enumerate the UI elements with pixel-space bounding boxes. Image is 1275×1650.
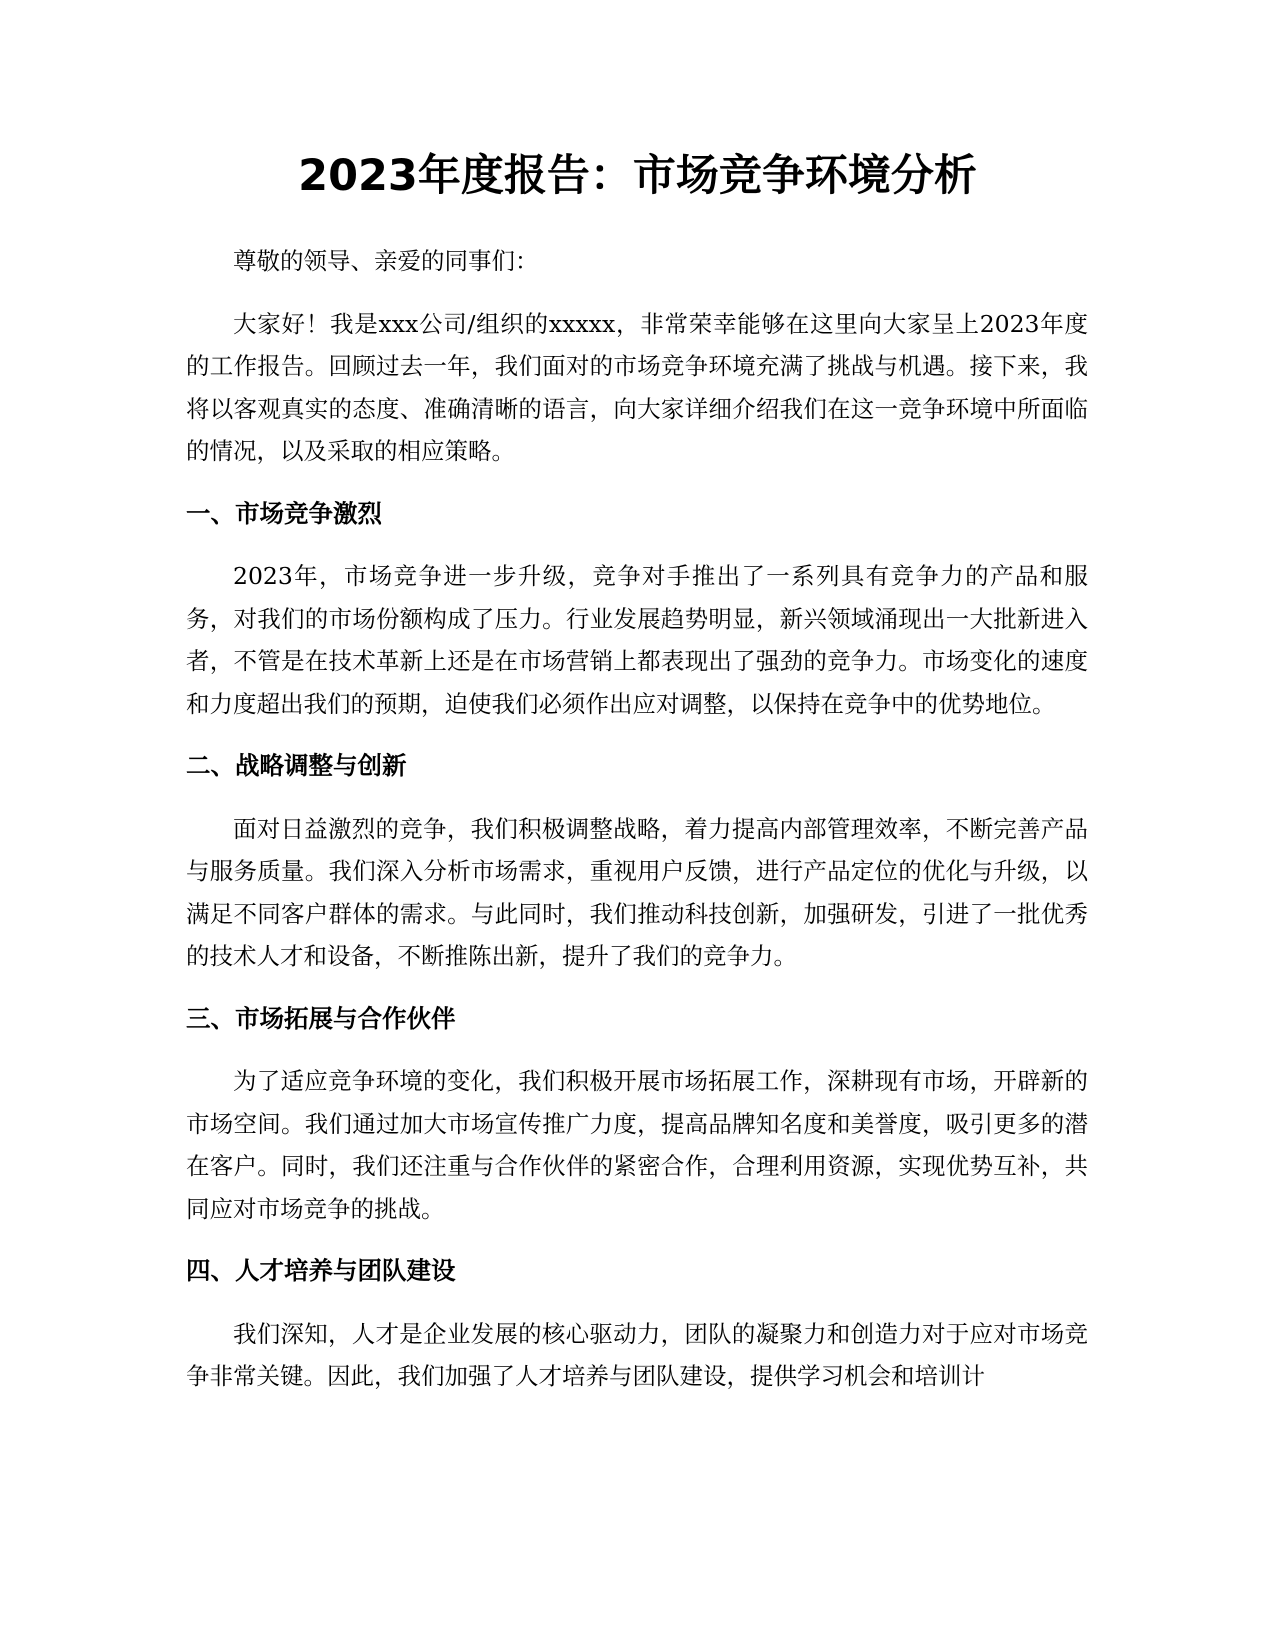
section-heading-talent-team: 四、人才培养与团队建设 <box>186 1256 456 1285</box>
section-heading-strategy-innovation: 二、战略调整与创新 <box>186 751 407 780</box>
intro-paragraph: 大家好！我是xxx公司/组织的xxxxx，非常荣幸能够在这里向大家呈上2023年度的工作报告。回顾过去一年，我们面对的市场竞争环境充满了挑战与机遇。接下来，我将以客观真实的态度、准确清晰的语言，向大家详细介绍我们在这一竞争环境中所面临的情况，以及采取的相应策略。 <box>186 309 1088 465</box>
section-paragraph-talent-team: 我们深知，人才是企业发展的核心驱动力，团队的凝聚力和创造力对于应对市场竞争非常关键。因此，我们加强了人才培养与团队建设，提供学习机会和培训计 <box>186 1319 1088 1390</box>
section-paragraph-market-competition: 2023年，市场竞争进一步升级，竞争对手推出了一系列具有竞争力的产品和服务，对我们的市场份额构成了压力。行业发展趋势明显，新兴领域涌现出一大批新进入者，不管是在技术革新上还是在市场营销上都表现出了强劲的竞争力。市场变化的速度和力度超出我们的预期，迫使我们必须作出应对调整，以保持在竞争中的优势地位。 <box>186 562 1088 718</box>
section-paragraph-market-expansion: 为了适应竞争环境的变化，我们积极开展市场拓展工作，深耕现有市场，开辟新的市场空间。我们通过加大市场宣传推广力度，提高品牌知名度和美誉度，吸引更多的潜在客户。同时，我们还注重与合作伙伴的紧密合作，合理利用资源，实现优势互补，共同应对市场竞争的挑战。 <box>186 1067 1088 1223</box>
document-title: 2023年度报告：市场竞争环境分析 <box>298 151 977 201</box>
section-heading-market-expansion: 三、市场拓展与合作伙伴 <box>186 1003 456 1033</box>
section-paragraph-strategy-innovation: 面对日益激烈的竞争，我们积极调整战略，着力提高内部管理效率，不断完善产品与服务质量。我们深入分析市场需求，重视用户反馈，进行产品定位的优化与升级，以满足不同客户群体的需求。与此同时，我们推动科技创新，加强研发，引进了一批优秀的技术人才和设备，不断推陈出新，提升了我们的竞争力。 <box>186 814 1088 970</box>
salutation: 尊敬的领导、亲爱的同事们： <box>233 247 539 275</box>
document-body <box>186 240 1088 1418</box>
section-heading-market-competition: 一、市场竞争激烈 <box>186 498 382 528</box>
